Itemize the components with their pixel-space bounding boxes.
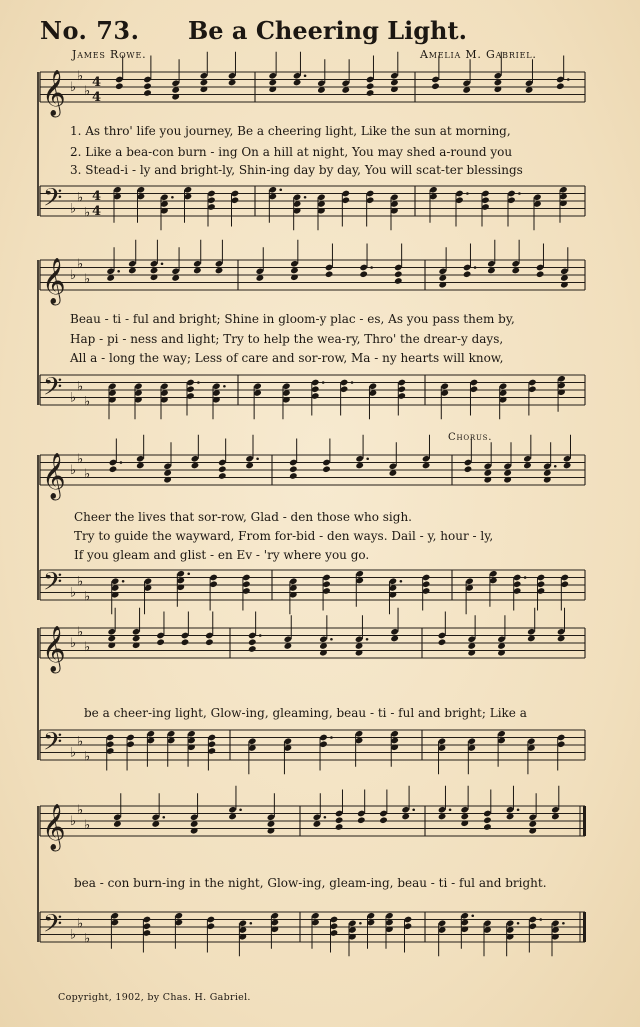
dot xyxy=(161,262,164,265)
note-head xyxy=(357,816,366,824)
dot xyxy=(359,922,362,925)
flat-icon: ♭ xyxy=(70,463,77,478)
dot xyxy=(304,196,307,199)
note-head xyxy=(325,270,334,278)
chorus-label: Chorus. xyxy=(448,432,493,443)
note-head xyxy=(143,82,152,90)
lyric-s5: bea - con burn-ing in the night, Glow-ing, gleam-ing, beau - ti - ful and bright. xyxy=(74,876,547,890)
dot xyxy=(304,74,307,77)
note-head xyxy=(289,465,298,473)
dot xyxy=(517,922,520,925)
flat-icon: ♭ xyxy=(84,394,91,410)
bass-clef-icon: 𝄢 xyxy=(43,909,63,945)
dot xyxy=(171,196,174,199)
note-head xyxy=(463,270,472,278)
flat-icon: ♭ xyxy=(77,379,84,395)
time-signature: 4 xyxy=(92,90,102,105)
dot xyxy=(400,580,403,583)
note-head xyxy=(289,472,298,480)
dot xyxy=(412,808,415,811)
note-head xyxy=(115,82,124,90)
flat-icon: ♭ xyxy=(84,271,91,287)
lyric-s3-v3: If you gleam and glist - en Ev - 'ry where you go. xyxy=(74,548,370,562)
dot xyxy=(567,78,570,81)
treble-clef-icon: 𝄞 xyxy=(42,453,66,499)
flat-icon: ♭ xyxy=(70,268,77,283)
dot xyxy=(562,922,565,925)
note-head xyxy=(366,82,375,90)
flat-icon: ♭ xyxy=(77,802,84,818)
dot xyxy=(120,461,123,464)
note-head xyxy=(218,472,227,480)
dot xyxy=(322,381,325,384)
flat-icon: ♭ xyxy=(77,68,84,84)
lyricist-credit: James Rowe. xyxy=(72,48,147,61)
dot xyxy=(474,266,477,269)
flat-icon: ♭ xyxy=(70,745,77,761)
flat-icon: ♭ xyxy=(84,817,91,833)
note-head xyxy=(483,816,492,824)
note-head xyxy=(366,89,375,97)
note-head xyxy=(359,270,368,278)
composer-credit: Amelia M. Gabriel. xyxy=(420,48,537,61)
dot xyxy=(197,381,200,384)
treble-clef-icon: 𝄞 xyxy=(42,804,66,850)
note-head xyxy=(335,816,344,824)
flat-icon: ♭ xyxy=(84,205,91,221)
note-head xyxy=(156,638,165,646)
dot xyxy=(466,192,469,195)
dot xyxy=(449,808,452,811)
flat-icon: ♭ xyxy=(77,574,84,590)
dot xyxy=(524,576,527,579)
lyric-s1-v1: 1. As thro' life you journey, Be a cheering light, Like the sun at morning, xyxy=(70,124,511,138)
flat-icon: ♭ xyxy=(84,83,91,99)
flat-icon: ♭ xyxy=(70,201,77,217)
dot xyxy=(279,188,282,191)
dot xyxy=(324,816,327,819)
note-head xyxy=(322,465,331,473)
dot xyxy=(259,634,262,637)
note-head xyxy=(109,465,118,473)
note-head xyxy=(379,816,388,824)
lyric-s2-v2: Hap - pi - ness and light; Try to help the wea-ry, Thro' the drear-y days, xyxy=(70,332,504,346)
dot xyxy=(554,465,557,468)
bass-clef-icon: 𝄢 xyxy=(43,372,63,408)
dot xyxy=(223,385,226,388)
flat-icon: ♭ xyxy=(84,749,91,765)
lyric-s1-v3: 3. Stead-i - ly and bright-ly, Shin-ing day by day, You will scat-ter blessings xyxy=(70,163,523,177)
flat-icon: ♭ xyxy=(77,916,84,932)
bass-clef-icon: 𝄢 xyxy=(43,183,63,219)
note-head xyxy=(205,638,214,646)
dot xyxy=(117,270,120,273)
note-head xyxy=(483,823,492,831)
final-barline-thick xyxy=(583,912,586,942)
lyric-s2-v3: All a - long the way; Less of care and sor-row, Ma - ny hearts will know, xyxy=(70,351,504,365)
lyric-s3-v2: Try to guide the wayward, From for-bid - den ways. Dail - y, hour - ly, xyxy=(74,529,494,543)
dot xyxy=(330,736,333,739)
note-head xyxy=(248,638,257,646)
flat-icon: ♭ xyxy=(77,624,84,640)
note-head xyxy=(335,823,344,831)
final-barline-thick xyxy=(583,806,586,836)
dot xyxy=(351,381,354,384)
note-head xyxy=(248,645,257,653)
bass-clef-icon: 𝄢 xyxy=(43,727,63,763)
lyric-s1-v2: 2. Like a bea-con burn - ing On a hill at night, You may shed a-round you xyxy=(70,145,513,159)
dot xyxy=(539,918,542,921)
flat-icon: ♭ xyxy=(84,931,91,947)
note-head xyxy=(143,89,152,97)
note-head xyxy=(394,270,403,278)
flat-icon: ♭ xyxy=(70,585,77,601)
flat-icon: ♭ xyxy=(77,256,84,272)
dot xyxy=(366,457,369,460)
time-signature: 4 xyxy=(92,204,102,219)
treble-clef-icon: 𝄞 xyxy=(42,70,66,116)
dot xyxy=(239,808,242,811)
flat-icon: ♭ xyxy=(77,734,84,750)
dot xyxy=(517,808,520,811)
flat-icon: ♭ xyxy=(77,190,84,206)
note-head xyxy=(394,277,403,285)
flat-icon: ♭ xyxy=(84,466,91,482)
flat-icon: ♭ xyxy=(70,814,77,829)
hymn-title: Be a Cheering Light. xyxy=(188,16,467,45)
dot xyxy=(518,192,521,195)
note-head xyxy=(431,82,440,90)
flat-icon: ♭ xyxy=(70,80,77,95)
time-signature: 4 xyxy=(92,189,102,204)
dot xyxy=(250,922,253,925)
note-head xyxy=(464,465,473,473)
hymn-number: No. 73. xyxy=(40,16,140,45)
flat-icon: ♭ xyxy=(84,589,91,605)
dot xyxy=(162,816,165,819)
dot xyxy=(366,638,369,641)
flat-icon: ♭ xyxy=(70,927,77,943)
dot xyxy=(187,572,190,575)
lyric-s3-v1: Cheer the lives that sor-row, Glad - den those who sigh. xyxy=(74,510,412,524)
treble-clef-icon: 𝄞 xyxy=(42,258,66,304)
treble-clef-icon: 𝄞 xyxy=(42,626,66,672)
dot xyxy=(471,914,474,917)
flat-icon: ♭ xyxy=(77,451,84,467)
note-head xyxy=(536,270,545,278)
dot xyxy=(330,638,333,641)
note-head xyxy=(181,638,190,646)
time-signature: 4 xyxy=(92,75,102,90)
flat-icon: ♭ xyxy=(84,639,91,655)
flat-icon: ♭ xyxy=(70,390,77,406)
dot xyxy=(256,457,259,460)
dot xyxy=(370,266,373,269)
dot xyxy=(122,580,125,583)
lyric-s2-v1: Beau - ti - ful and bright; Shine in gloom-y plac - es, As you pass them by, xyxy=(70,312,515,326)
lyric-s4: be a cheer-ing light, Glow-ing, gleaming, beau - ti - ful and bright; Like a xyxy=(84,706,527,720)
note-head xyxy=(556,82,565,90)
copyright-notice: Copyright, 1902, by Chas. H. Gabriel. xyxy=(58,992,251,1003)
bass-clef-icon: 𝄢 xyxy=(43,567,63,603)
flat-icon: ♭ xyxy=(70,636,77,651)
note-head xyxy=(218,465,227,473)
note-head xyxy=(438,638,447,646)
